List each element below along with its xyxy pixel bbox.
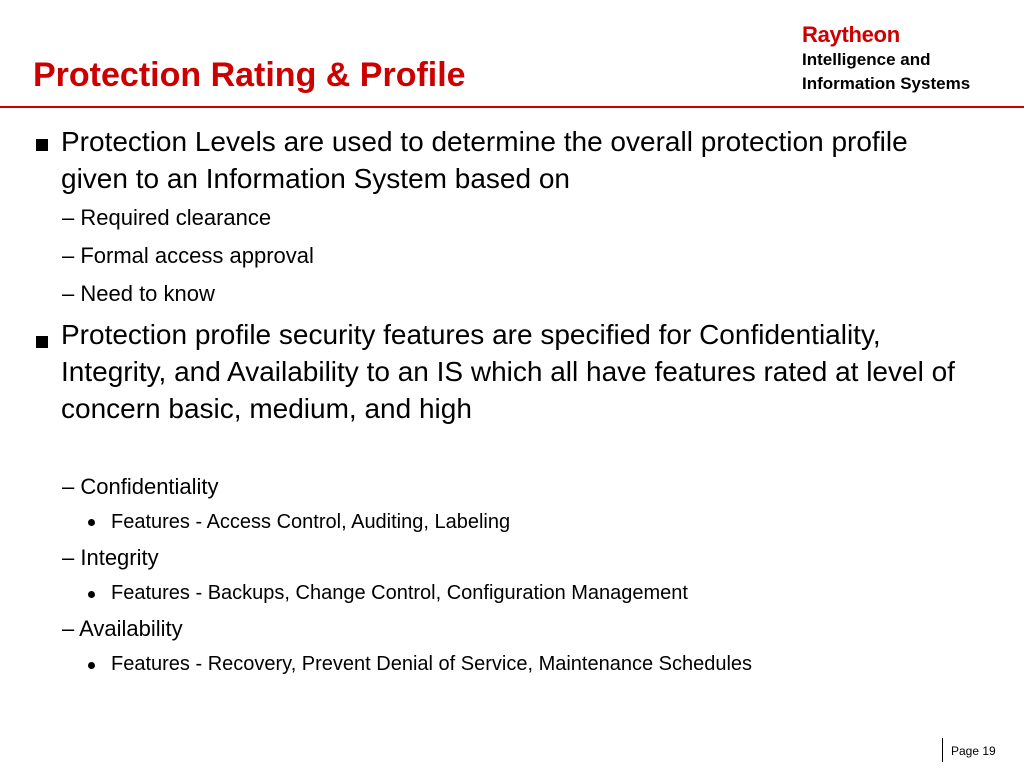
logo-brand: Raytheon [802, 22, 900, 47]
bullet-protection-levels: Protection Levels are used to determine the overall protection profile given to an Information System based on [61, 126, 908, 194]
subitem-label: Integrity [80, 545, 159, 570]
detail-integrity-features: Features - Backups, Change Control, Configuration Management [111, 582, 688, 604]
raytheon-logo [802, 22, 1012, 96]
subitem-confidentiality: – Confidentiality [62, 474, 219, 499]
subitem-required-clearance: – Required clearance [62, 205, 272, 230]
square-bullet-icon [36, 336, 48, 348]
logo-subtitle-line2: Information Systems [802, 74, 971, 93]
title-divider [0, 106, 1024, 108]
page-number: Page 19 [951, 744, 996, 758]
dot-bullet-icon [88, 662, 95, 669]
dot-bullet-icon [88, 591, 95, 598]
subitem-label: Confidentiality [80, 474, 219, 499]
logo-subtitle-line1: Intelligence and [802, 50, 931, 69]
subitem-integrity: – Integrity [62, 545, 159, 570]
subitem-label: Required clearance [80, 205, 272, 230]
dot-bullet-icon [88, 519, 95, 526]
subitem-need-to-know: – Need to know [62, 281, 215, 306]
detail-confidentiality-features: Features - Access Control, Auditing, Labeling [111, 511, 511, 533]
footer-divider [942, 738, 943, 762]
subitem-label: Need to know [80, 281, 215, 306]
detail-availability-features: Features - Recovery, Prevent Denial of Service, Maintenance Schedules [111, 653, 753, 675]
subitem-availability: – Availability [62, 616, 183, 641]
subitem-formal-access-approval: – Formal access approval [62, 243, 314, 268]
subitem-label: Formal access approval [80, 243, 314, 268]
subitem-label: Availability [79, 616, 183, 641]
slide-title: Protection Rating & Profile [33, 56, 466, 94]
bullet-protection-profile: Protection profile security features are specified for Confidentiality, Integrity, and Availability to an IS which all have features rated at level of concern basic, medium, and high [61, 319, 955, 424]
square-bullet-icon [36, 139, 48, 151]
